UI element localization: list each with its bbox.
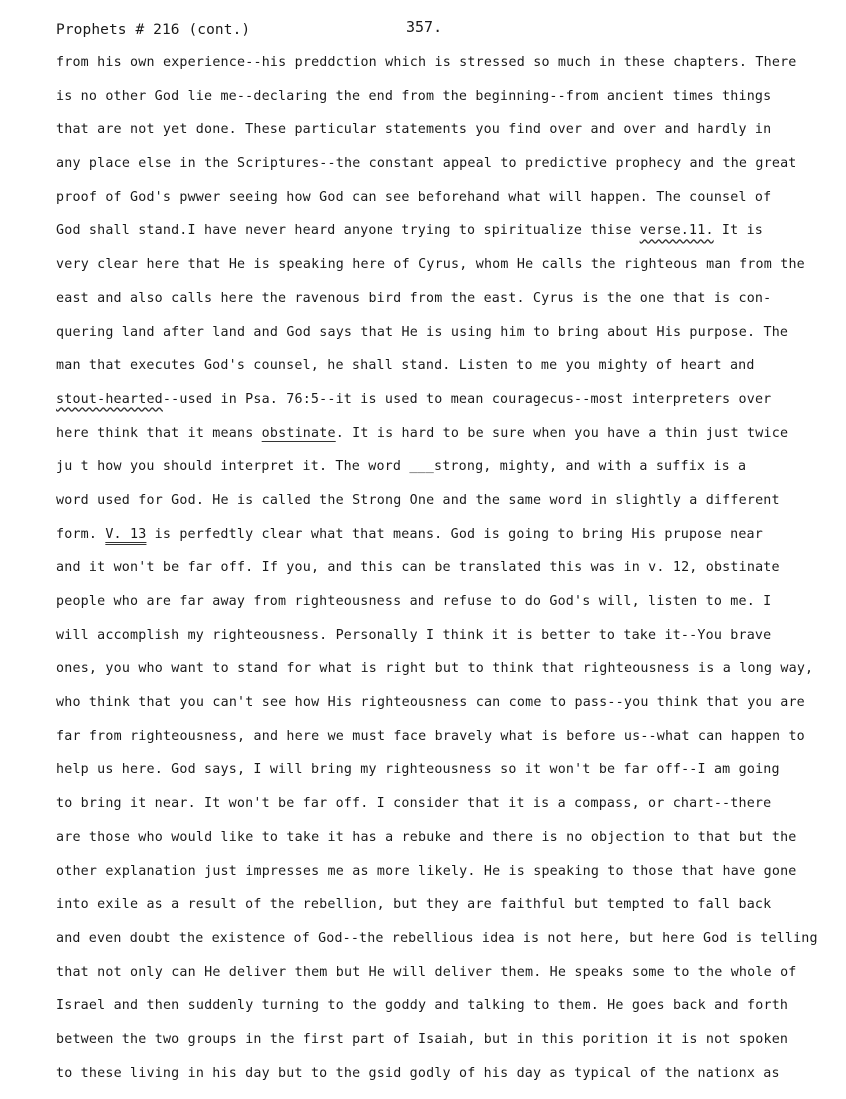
text-line — [56, 423, 846, 457]
underlined-reference: V. 13 — [105, 526, 147, 542]
text-line: to these living in his day but to the gsid godly of his day as typical of the nationx as — [56, 1065, 780, 1081]
text-segment: God shall stand.I have never heard anyone trying to spiritualize thise — [56, 223, 640, 239]
text-line: that are not yet done. These particular statements you find over and over and hardly in — [56, 122, 772, 138]
text-segment: is perfedtly clear what that means. God is going to bring His prupose near — [146, 526, 763, 542]
text-segment: form. — [56, 526, 106, 542]
text-line: quering land after land and God says that He is using him to bring about His purpose. The — [56, 324, 789, 340]
text-line: and it won't be far off. If you, and this can be translated this was in v. 12, obstinate — [56, 560, 780, 576]
text-segment: --used in Psa. 76:5--it is used to mean couragecus--most interpreters over — [162, 391, 772, 407]
text-line: to bring it near. It won't be far off. I consider that it is a compass, or chart--there — [56, 796, 772, 812]
text-line: man that executes God's counsel, he shall stand. Listen to me you mighty of heart and — [56, 358, 755, 374]
text-line: will accomplish my righteousness. Personally I think it is better to take it--You brave — [56, 627, 772, 643]
text-line: that not only can He deliver them but He will deliver them. He speaks some to the whole of — [56, 964, 797, 980]
text-line: ones, you who want to stand for what is right but to think that righteousness is a long way, — [56, 661, 814, 677]
text-line: word used for God. He is called the Strong One and the same word in slightly a different — [56, 492, 780, 508]
text-segment: . It is hard to be sure when you have a thin just twice — [335, 425, 789, 441]
text-line: Israel and then suddenly turning to the goddy and talking to them. He goes back and forth — [56, 998, 789, 1014]
underlined-reference: verse.11. — [639, 223, 714, 239]
text-line: help us here. God says, I will bring my righteousness so it won't be far off--I am going — [56, 762, 780, 778]
body-text — [56, 52, 846, 1096]
text-line: east and also calls here the ravenous bird from the east. Cyrus is the one that is con- — [56, 290, 772, 306]
page-header — [56, 18, 826, 46]
text-line — [56, 220, 846, 254]
text-line: far from righteousness, and here we must face bravely what is before us--what can happen to — [56, 728, 805, 744]
text-line: are those who would like to take it has a rebuke and there is no objection to that but the — [56, 829, 797, 845]
text-line: between the two groups in the first part of Isaiah, but in this porition it is not spoken — [56, 1031, 789, 1047]
text-line — [56, 389, 846, 423]
text-line: other explanation just impresses me as more likely. He is speaking to those that have gone — [56, 863, 797, 879]
text-line: any place else in the Scriptures--the constant appeal to predictive prophecy and the great — [56, 156, 797, 172]
page-number: 357. — [406, 18, 443, 36]
text-segment: here think that it means — [56, 425, 262, 441]
text-line: who think that you can't see how His righteousness can come to pass--you think that you are — [56, 695, 805, 711]
text-line: and even doubt the existence of God--the rebellious idea is not here, but here God is telling — [56, 930, 818, 946]
header-title: Prophets # 216 (cont.) — [56, 22, 251, 38]
text-line — [56, 524, 846, 558]
text-line: people who are far away from righteousness and refuse to do God's will, listen to me. I — [56, 594, 772, 609]
text-segment: It is — [713, 223, 764, 239]
text-line: from his own experience--his preddction which is stressed so much in these chapters. There — [56, 55, 797, 70]
text-line: into exile as a result of the rebellion, but they are faithful but tempted to fall back — [56, 897, 772, 913]
text-line: very clear here that He is speaking here of Cyrus, whom He calls the righteous man from the — [56, 257, 805, 273]
text-line: proof of God's pwwer seeing how God can see beforehand what will happen. The counsel of — [56, 189, 772, 205]
underlined-term: obstinate — [261, 425, 336, 441]
text-line: ju t how you should interpret it. The word ___strong, mighty, and with a suffix is a — [56, 459, 747, 475]
underlined-term: stout-hearted — [56, 391, 163, 407]
text-line: is no other God lie me--declaring the end from the beginning--from ancient times things — [56, 88, 772, 104]
